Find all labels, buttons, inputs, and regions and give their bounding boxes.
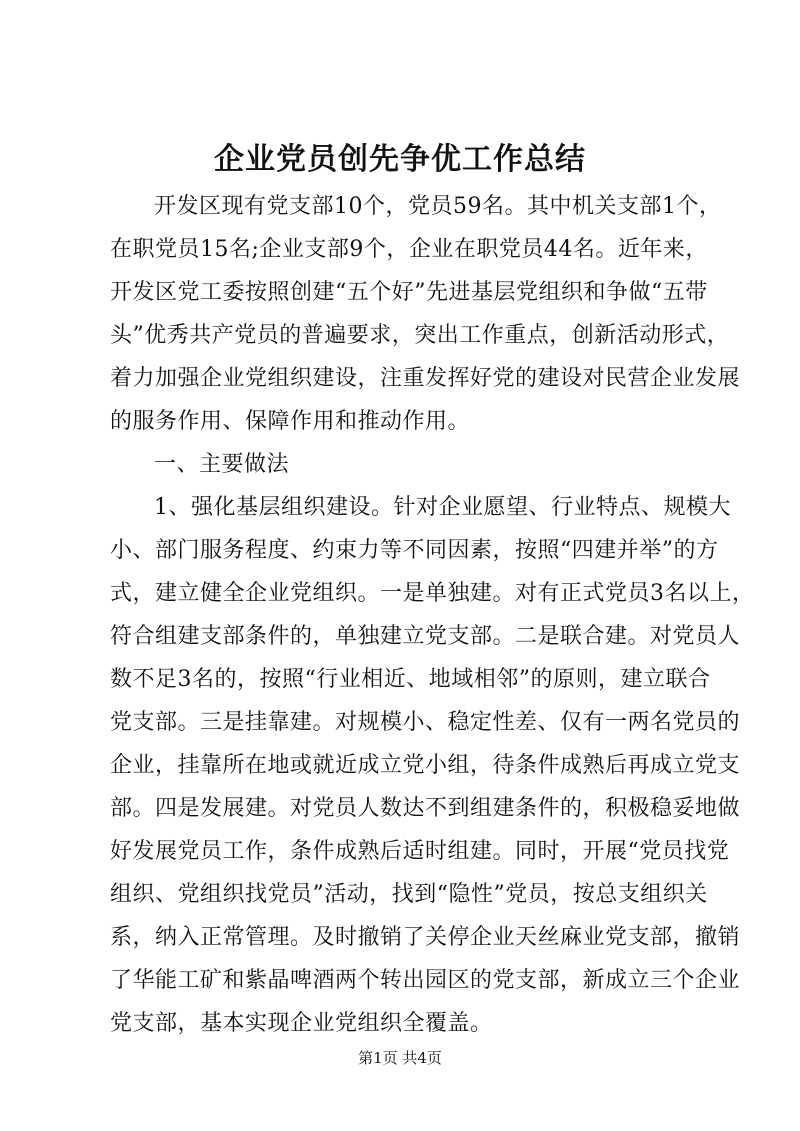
paragraph-line: 企业，挂靠所在地或就近成立党小组，待条件成熟后再成立党支 [110,753,741,778]
paragraph-line: 开发区现有党支部10个，党员59名。其中机关支部1个， [154,194,722,219]
paragraph-line: 数不足3名的，按照“行业相近、地域相邻”的原则，建立联合 [110,667,711,692]
section-heading: 一、主要做法 [154,452,290,477]
paragraph-line: 了华能工矿和紫晶啤酒两个转出园区的党支部，新成立三个企业 [110,968,741,993]
paragraph-line: 式，建立健全企业党组织。一是单独建。对有正式党员3名以上， [110,581,755,606]
paragraph-line: 1、强化基层组织建设。针对企业愿望、行业特点、规模大 [154,495,731,520]
paragraph-line: 党支部，基本实现企业党组织全覆盖。 [110,1011,493,1036]
paragraph-line: 开发区党工委按照创建“五个好”先进基层党组织和争做“五带 [110,280,708,305]
paragraph-line: 组织、党组织找党员”活动，找到“隐性”党员，按总支组织关 [110,882,708,907]
document-title: 企业党员创先争优工作总结 [214,142,586,177]
paragraph-line: 的服务作用、保障作用和推动作用。 [110,409,471,434]
paragraph-line: 党支部。三是挂靠建。对规模小、稳定性差、仅有一两名党员的 [110,710,741,735]
paragraph-line: 在职党员15名;企业支部9个，企业在职党员44名。近年来， [110,237,708,262]
paragraph-line: 系，纳入正常管理。及时撤销了关停企业天丝麻业党支部，撤销 [110,925,741,950]
paragraph-line: 着力加强企业党组织建设，注重发挥好党的建设对民营企业发展 [110,366,741,391]
paragraph-line: 好发展党员工作，条件成熟后适时组建。同时，开展“党员找党 [110,839,730,864]
paragraph-line: 符合组建支部条件的，单独建立党支部。二是联合建。对党员人 [110,624,741,649]
paragraph-line: 小、部门服务程度、约束力等不同因素，按照“四建并举”的方 [110,538,719,563]
paragraph-line: 部。四是发展建。对党员人数达不到组建条件的，积极稳妥地做 [110,796,741,821]
paragraph-line: 头”优秀共产党员的普遍要求，突出工作重点，创新活动形式， [110,323,730,348]
page-number: 第1页 共4页 [358,1049,442,1067]
